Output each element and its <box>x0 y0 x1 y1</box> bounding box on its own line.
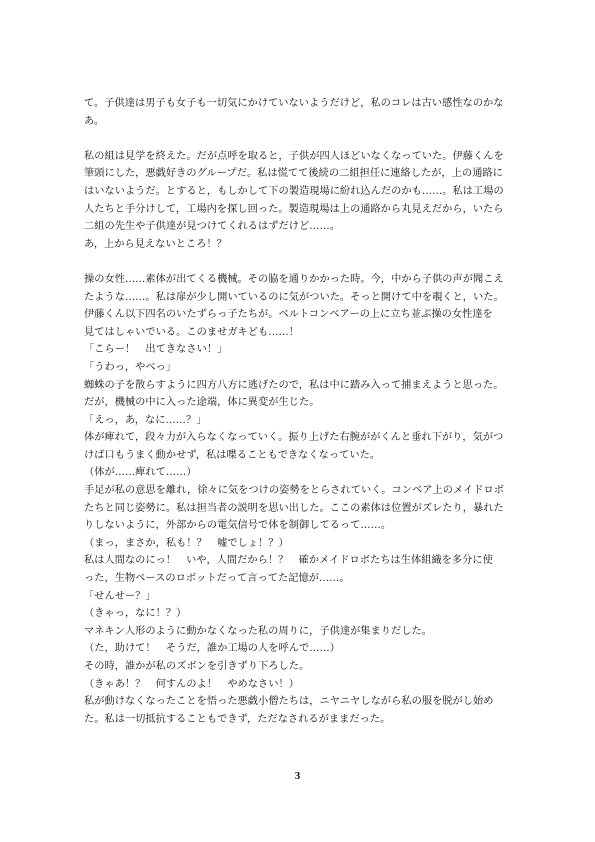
text-line: 人たちと手分けして，工場内を探し回った。製造現場は上の通路から丸見えだから，いたら <box>84 203 504 215</box>
text-line: あ。 <box>84 115 105 127</box>
text-line: あ，上から見えないところ！？ <box>84 238 227 250</box>
text-line: た。私は一切抵抗することもできず，ただなされるがままだった。 <box>84 713 391 725</box>
text-line: 蜘蛛の子を散らすように四方八方に逃げたので，私は中に踏み入って捕まえようと思った。 <box>84 379 504 391</box>
text-line: 「せんせー？」 <box>84 590 156 602</box>
paragraph <box>84 271 524 728</box>
text-line: （た，助けて！ そうだ，誰か工場の人を呼んで……） <box>84 643 340 655</box>
text-line: 二組の先生や子供達が見つけてくれるはずだけど……。 <box>84 221 340 233</box>
text-line: その時，誰かが私のズボンを引きずり下ろした。 <box>84 661 310 672</box>
text-line: 伊藤くん以下四名のいたずらっ子たちが。ベルトコンベアーの上に立ち並ぶ操の女性達を <box>84 309 493 321</box>
text-line: 私が動けなくなったことを悟った悪戯小僧たちは，ニヤニヤしながら私の服を脱がし始め <box>84 696 494 708</box>
text-line: 体が痺れて，段々力が入らなくなっていく。振り上げた右腕ががくんと垂れ下がり，気がつ <box>84 432 504 444</box>
text-line: 見てはしゃいでいる。このませガキども……！ <box>84 326 299 338</box>
text-line: て。子供達は男子も女子も一切気にかけていないようだけど，私のコレは古い感性なのかな <box>84 98 504 109</box>
text-line: けば口もうまく動かせず，私は喋ることもできなくなっていた。 <box>84 449 381 461</box>
text-line: 「うわっ，やべっ」 <box>84 361 177 373</box>
paragraph <box>84 148 524 254</box>
text-line: 「こらー！ 出てきなさい！」 <box>84 344 228 356</box>
text-line: （体が……痺れて……） <box>84 467 197 479</box>
text-line: 操の女性……素体が出てくる機械。その脇を通りかかった時。今，中から子供の声が聞こえ <box>84 273 504 285</box>
text-line: はいないようだ。とすると，もしかして下の製造現場に紛れ込んだのかも……。私は工場の <box>84 185 504 197</box>
text-line: 私は人間なのにっ！ いや，人間だから！？ 確かメイドロボたちは生体組織を多分に使 <box>84 555 493 567</box>
page-number: 3 <box>294 770 301 782</box>
text-line: 筆頭にした，悪戯好きのグループだ。私は慌てて後続の二組担任に連絡したが，上の通路に <box>84 168 503 180</box>
text-line: （きゃあ！？ 何すんのよ！ やめなさい！） <box>84 678 299 690</box>
paragraph <box>84 95 524 130</box>
text-line: マネキン人形のように動かなくなった私の周りに，子供達が集まりだした。 <box>84 625 432 637</box>
text-line: 「えっ，あ，なに……？」 <box>84 414 207 426</box>
text-line: （まっ，まさか，私も！？ 嘘でしょ！？） <box>84 537 289 549</box>
body-text <box>84 95 524 728</box>
text-line: 私の組は見学を終えた。だが点呼を取ると，子供が四人ほどいなくなっていた。伊藤くんを <box>84 150 504 162</box>
text-line: りしないように，外部からの電気信号で体を制御してるって……。 <box>84 520 392 532</box>
text-line: った，生物ベースのロボットだって言ってた記憶が……。 <box>84 573 350 585</box>
text-line: だが，機械の中に入った途端，体に異変が生じた。 <box>84 397 320 409</box>
text-line: 手足が私の意思を離れ，徐々に気をつけの姿勢をとらされていく。コンベア上のメイドロボ <box>84 485 504 497</box>
text-line: たような……。私は扉が少し開いているのに気がついた。そっと開けて中を覗くと，いた。 <box>84 291 504 303</box>
text-line: たちと同じ姿勢に。私は担当者の説明を思い出した。ここの素体は位置がズレたり，暴れた <box>84 502 504 514</box>
text-line: （きゃっ，なに！？） <box>84 608 187 620</box>
